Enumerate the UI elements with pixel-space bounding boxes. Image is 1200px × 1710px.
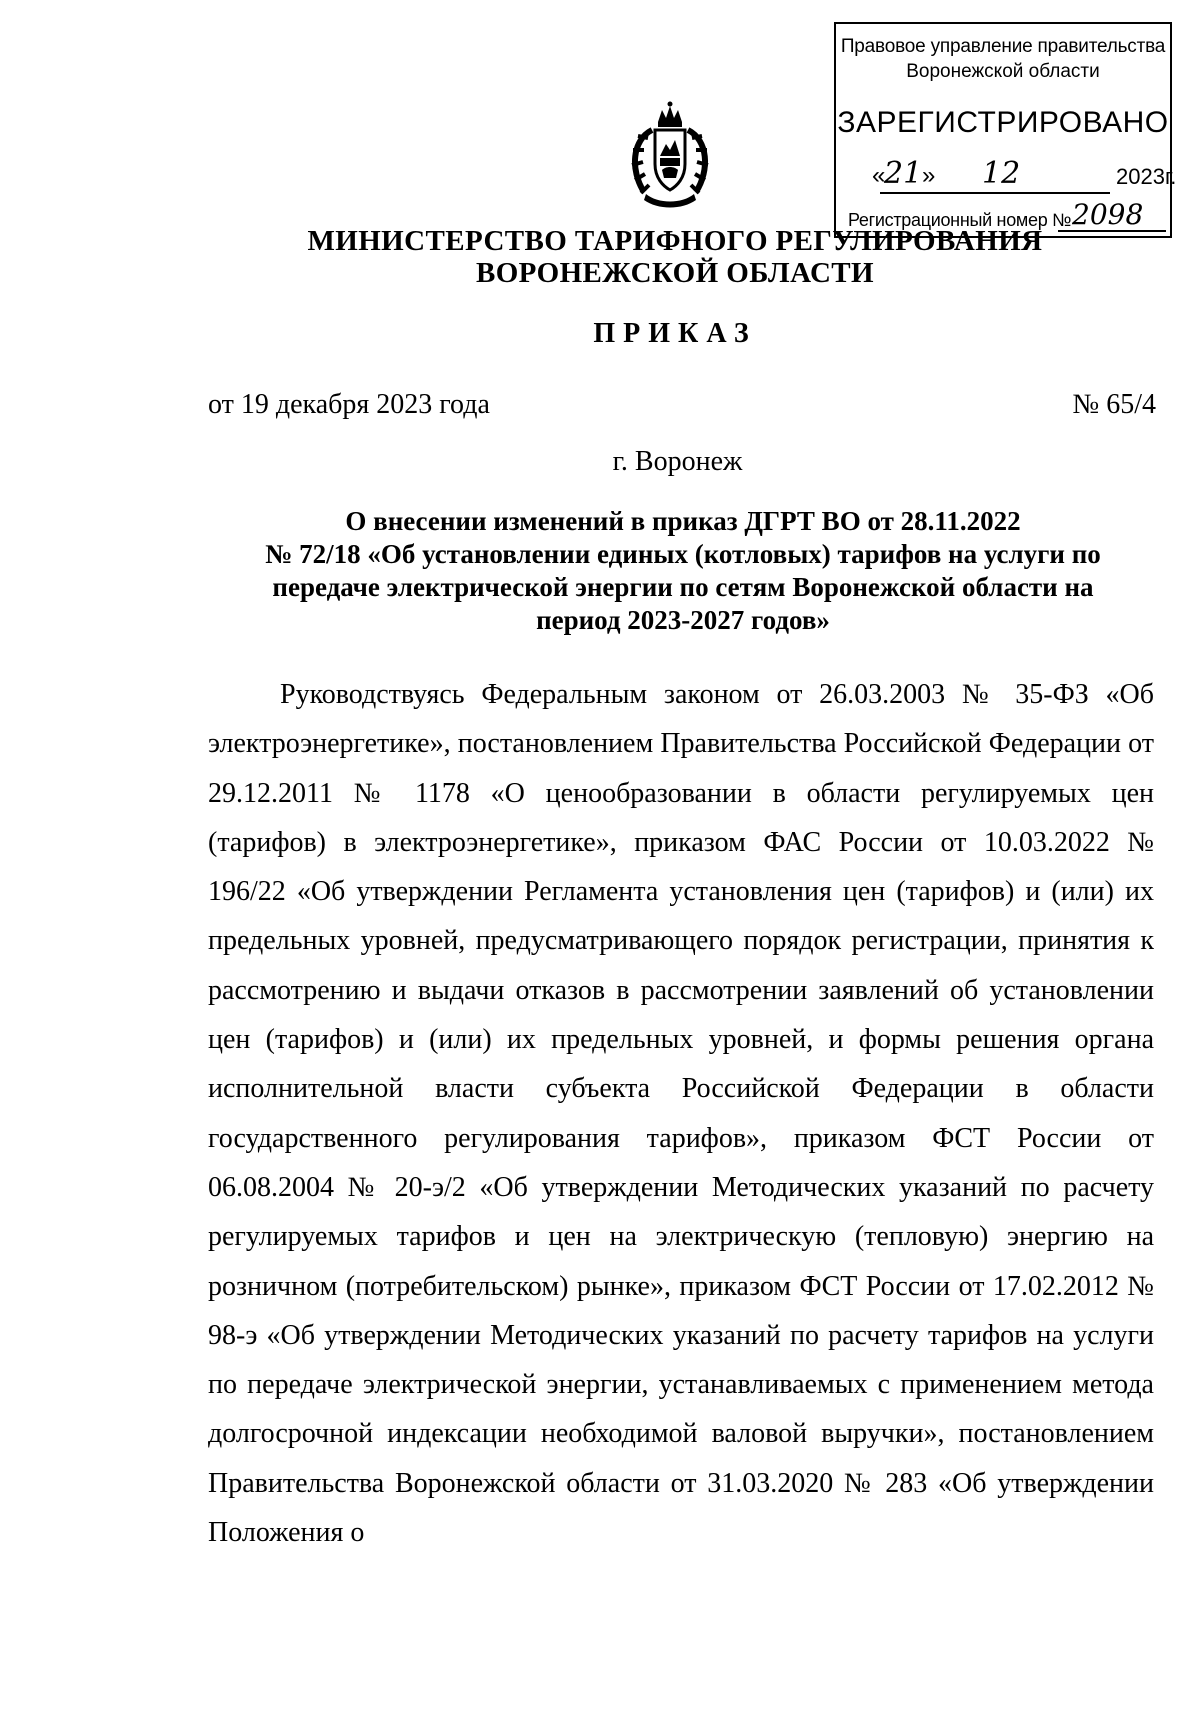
coat-of-arms-svg xyxy=(622,100,718,210)
stamp-date-year: 2023г. xyxy=(1116,164,1177,189)
registration-stamp xyxy=(834,22,1177,238)
stamp-org-line2: Воронежской области xyxy=(906,61,1100,82)
stamp-date-month: 12 xyxy=(982,156,1021,191)
stamp-registered-label: ЗАРЕГИСТРИРОВАНО xyxy=(837,106,1169,139)
order-title-line3: передаче электрической энергии по сетям Воронежской области на xyxy=(272,572,1094,602)
ministry-name-line1: МИНИСТЕРСТВО ТАРИФНОГО РЕГУЛИРОВАНИЯ xyxy=(307,225,1043,257)
stamp-reg-number: 2098 xyxy=(1072,198,1144,231)
order-city: г. Воронеж xyxy=(612,446,743,477)
voronezh-coat-of-arms-icon xyxy=(622,100,718,210)
order-number: № 65/4 xyxy=(1072,389,1156,420)
ministry-name-line2: ВОРОНЕЖСКОЙ ОБЛАСТИ xyxy=(475,257,875,289)
order-title-line4: период 2023-2027 годов» xyxy=(536,605,830,635)
document-type: ПРИКАЗ xyxy=(593,318,757,349)
order-title xyxy=(208,505,1158,637)
order-title-line2: № 72/18 «Об установлении единых (котловых) тарифов на услуги по xyxy=(265,539,1101,569)
stamp-org-line1: Правовое управление правительства xyxy=(840,36,1166,57)
order-date: от 19 декабря 2023 года xyxy=(208,389,490,420)
stamp-date-day: 21 xyxy=(884,156,923,191)
stamp-date-underline xyxy=(880,192,1110,194)
body-paragraph: Руководствуясь Федеральным законом от 26.03.2003 № 35-ФЗ «Об электроэнергетике», постановлением Правительства Российской Федерации от 29.12.2011 № 1178 «О ценообразовании в области регулируемых цен (тарифов) в электроэнергетике», приказом ФАС России от 10.03.2022 № 196/22 «Об утверждении Регламента установления цен (тарифов) и (или) их предельных уровней, предусматривающего порядок регистрации, принятия к рассмотрению и выдачи отказов в рассмотрении заявлений об установлении цен (тарифов) и (или) их предельных уровней, и формы решения органа исполнительной власти субъекта Российской Федерации в области государственного регулирования тарифов», приказом ФСТ России от 06.08.2004 № 20-э/2 «Об утверждении Методических указаний по расчету регулируемых тарифов и цен на электрическую (тепловую) энергию на розничном (потребительском) рынке», приказом ФСТ России от 17.02.2012 № 98-э «Об утверждении Методических указаний по расчету тарифов на услуги по передаче электрической энергии, устанавливаемых с применением метода долгосрочной индексации необходимой валовой выручки», постановлением Правительства Воронежской области от 31.03.2020 № 283 «Об утверждении Положения о xyxy=(208,679,1154,1549)
order-title-line1: О внесении изменений в приказ ДГРТ ВО от 28.11.2022 xyxy=(345,506,1021,536)
stamp-reg-number-label: Регистрационный номер № xyxy=(848,210,1072,230)
stamp-date: « 21 » 12 2023г. xyxy=(872,158,1162,198)
